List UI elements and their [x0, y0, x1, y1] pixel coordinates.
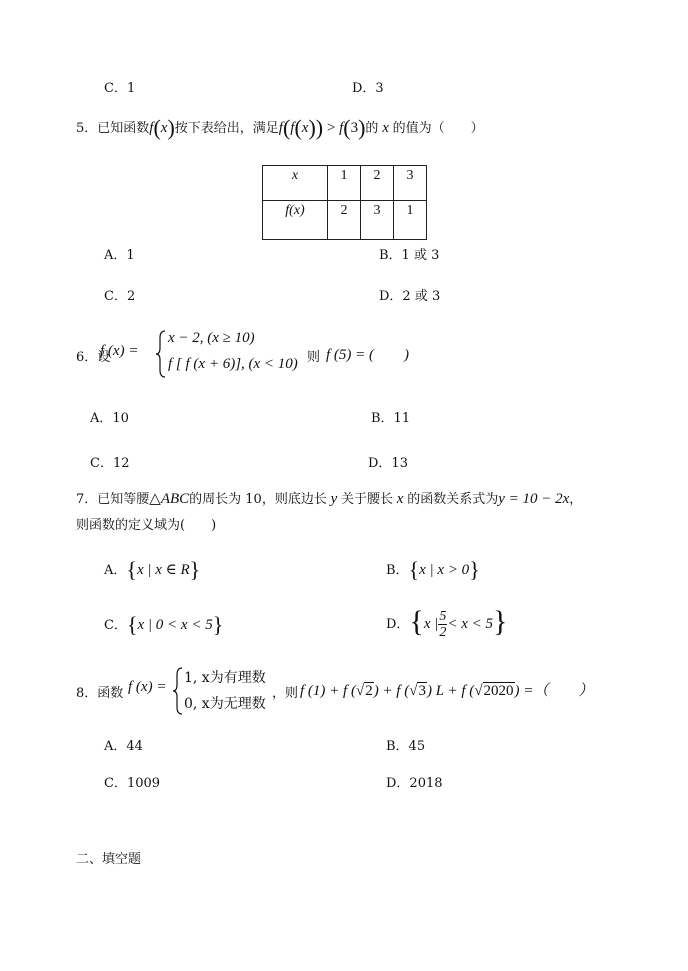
q8-option-d: D．2018	[386, 776, 443, 791]
q8-option-c: C．1009	[104, 776, 161, 791]
sqrt-3: 3	[418, 683, 426, 699]
sqrt-2020: 2020	[483, 683, 514, 699]
table-header-x: x	[263, 166, 328, 201]
q8-sum: f (1) + f (√2) + f (√3) L + f (√2020) =（ ）	[300, 683, 594, 699]
q5-option-c: C．2	[104, 289, 136, 304]
q6-case-2: f [ f (x + 6)], (x < 10)	[168, 356, 298, 372]
q5-mid: 按下表给出，满足	[174, 121, 279, 136]
q6-brace	[155, 330, 167, 378]
q6-option-a: A．10	[90, 411, 129, 426]
q6-prefix: 6．设	[76, 350, 111, 365]
q5-option-b: B．1 或 3	[379, 248, 440, 263]
q8-case-1: 1, x为有理数	[184, 670, 266, 686]
q8-case-2: 0, x为无理数	[184, 696, 266, 712]
q5-prefix: 5．已知函数	[76, 121, 150, 136]
table-cell-f1: 2	[328, 201, 361, 240]
q8-option-a: A．44	[104, 739, 143, 754]
sqrt-2: 2	[365, 683, 373, 699]
q8-sep: ，则	[272, 686, 299, 701]
q6-option-b: B．11	[371, 411, 411, 426]
section-title: 二、填空题	[76, 852, 142, 867]
q6-ask: f (5) = ( )	[326, 347, 410, 363]
table-row-fx: f(x)	[263, 201, 328, 240]
q6-option-c: C．12	[90, 456, 130, 471]
q7-option-c: C．{x | 0 < x < 5}	[104, 612, 224, 637]
function-table	[262, 165, 427, 240]
question-7-line-2: 则函数的定义域为( )	[76, 518, 217, 533]
table-cell-f2: 3	[361, 201, 394, 240]
q5-suffix-a: 的	[365, 121, 379, 136]
q8-option-b: B．45	[386, 739, 426, 754]
question-5-stem: 5．已知函数f(x)按下表给出，满足f(f(x)) > f(3)的 x 的值为（ ）	[76, 115, 484, 140]
q8-brace	[172, 667, 184, 715]
q7-option-d: D．{x | $\frac{5}{2}$ < x < 5}	[386, 605, 508, 640]
q7-option-a: A．{x | x ∈ R}	[104, 557, 201, 582]
q5-suffix-b: 的值为（ ）	[392, 121, 484, 136]
q4-option-c: C．1	[104, 81, 136, 96]
q8-prefix: 8．函数	[76, 686, 124, 701]
table-header-2: 2	[361, 166, 394, 201]
q6-case-1: x − 2, (x ≥ 10)	[168, 330, 255, 346]
table-cell-f3: 1	[394, 201, 427, 240]
q6-option-d: D．13	[368, 456, 408, 471]
table-header-1: 1	[328, 166, 361, 201]
q6-tail: 则	[307, 350, 321, 365]
fraction-five-halves: $\frac{5}{2}$	[439, 609, 447, 640]
q5-option-a: A．1	[104, 248, 135, 263]
q6-lhs: f (x) =	[100, 343, 139, 359]
table-header-3: 3	[394, 166, 427, 201]
q5-option-d: D．2 或 3	[379, 289, 441, 304]
question-7-line-1: 7．已知等腰△ABC的周长为 10，则底边长 y 关于腰长 x 的函数关系式为y = 10 − 2x，	[76, 491, 583, 507]
q8-lhs: f (x) =	[128, 679, 167, 695]
q4-option-d: D．3	[352, 81, 384, 96]
q7-option-b: B．{x | x > 0}	[386, 557, 480, 582]
